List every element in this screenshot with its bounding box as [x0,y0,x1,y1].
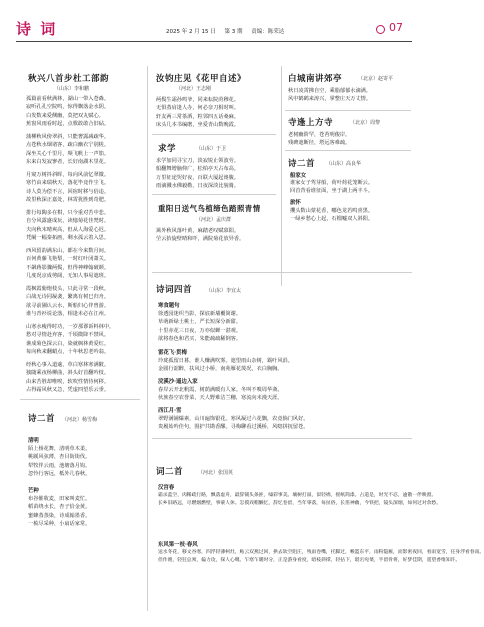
poem-stanza: 山寒水瘦得时功，一岁那谬诉料林中。 愁对寻情赴弃客，千顷微降不禁风。 谯成菊色探云白，染就枫林黄爱红。 每向秋来翻蜡点，十年秋思老吟翁。 [26,324,115,356]
poem-body: 送水冬花，移文谷寒，四浮轻薄柯灶，鲇云双燕过回，拱去软空阻庄，残雨卷嘴，托脚过，喉篮东平，雨粉隐雁，而影密夜回，看雨宽雪，任身浮看春南。 但作渔，轻狂总须，偏力攻，探人心嗫。乍寒乍暖时分，正是游身看度，暗枝斜撑，轻拈下，堪宕宛菜，半留骨将，好梦佳期，遥望香维知许。 [158,550,484,564]
section-divider [152,438,412,439]
issue-number: 第 3 期 [224,29,243,35]
poem-body: 两鬓生霜孙鸣爷，同来耘院莳穆花。 无惧蒸肩逢人办，何必奈刀相时叫。 轩友两三常茶酒，粒邻四五话桑麻。 床头几本书编磨，坐爱青山数晚霞。 [156,97,240,129]
poem-title: 诗词四首 [156,285,193,295]
section-divider [152,272,412,273]
poem-subheading: 浣溪沙·遥边入家 [158,379,198,385]
poem-title: 重阳日送气鸟植缔色踏照青情 [158,204,261,213]
poem-subheading: 旅怀 [290,200,301,206]
poem-subheading: 清明 [28,438,39,444]
poem-body: 陌上杨花舞，清明草木柔。 桃蹊风弦薄，杏目街街伐。 犁牧伴云雨，池塘落月钩。 忽怜行客远，柢外几春秋。 [28,446,91,478]
poem-stanza: 西风留韵满东山，都在今来数月间。 百何黄藤飞艳梨，一时红叶闭萧关。 不飙蒋影骤两鬓，但得神峰翰破颜。 几度况京成剪阔，无知人事易遮班。 [26,248,110,280]
page-header [0,0,427,46]
poem-subheading: 东风第一枝·春风 [158,542,198,548]
masthead-title: 诗 词 [16,20,58,38]
poem-body: 布谷催收麦，田家叫麦忙。 稻苗绕水长，杏子恰金黄。 蜜蜂蒸蒸染，诗成翰墨香。 一梳尽采种，小扇话家常。 [28,496,91,528]
poem-author: （北京）赵寄平 [358,76,394,82]
poem-author: （山东）于卫 [196,146,227,152]
poem-body: 攫头数山蒙花香，嘟色龙若鸣喜黑。 一绿乡愁心上起，石榴嘘双人斜阳。 [290,208,374,223]
poem-body: 秋日凌霄拂自空，乘脂郁郁水滴满。 风中鹤鹤来涛兴，掌整庄天万丈情。 [288,88,372,103]
poem-subheading: 船家女 [290,173,307,179]
poem-title: 秋兴八首步杜工部韵 [28,74,110,84]
issue-date: 2025 年 2 月 15 日 [166,29,216,35]
page-circle-icon [376,25,385,34]
poem-subheading: 芒种 [28,488,39,494]
header-rule [16,41,412,42]
poem-author: （河北）杨雪梅 [62,417,98,423]
poem-body: 篱外秋风落叶黄，麻踏老叹赋慕阳。 茔云抬旋壁晴和吓，满院菊花放异香。 [156,228,245,243]
poem-author: （北京）周黎 [350,120,381,126]
poem-author: （河北）张国英 [198,470,234,476]
poem-author: （河北）王志刚 [176,86,212,92]
poem-body: 春岸云开北帆霞，树荫满暖有人家。冬叫不嗅周华斋。 伙族春空农誉菜，天人野难洁兰穗，寒流向未漫天涯。 [158,387,283,402]
poem-stanza: 霞枫霞葡炮枝头，只此寻常一段秋。 白战无诗同凝袭，繁离有树巳归舟。 欲寻前圃认云水，斯船归心伴曾游。 谁与青衫说论落，相逢未必在江州。 [26,286,110,318]
poem-subheading: 寒食题句 [158,303,180,309]
poem-author: （河北）孟庆群 [196,217,232,223]
poem-body: 徐透园迷织当影，探底新墙覆简谢。 草萌新绿土桃土，严长短深分新甜。 十里赤花三日夜，万亦似蝉一湛观。 欲将春色和君买，朱能疏疏稀倒客。 [158,311,242,343]
poem-body: 玲珑孤留日暮，谁人赚满吹雾。遮望雨山杂树，霸叶风涓。 金圆行韶醉，扶风过小桥，南苑雁花蔑况，衣白胸胸。 [158,358,293,373]
poem-subheading: 西江月·雪 [158,408,182,414]
column-divider [281,66,282,286]
section-divider [285,110,411,111]
editor-credit: 责编：陈荣达 [251,29,285,35]
page-number: 07 [389,21,403,34]
poem-author: （山东）高良华 [326,161,362,167]
column-divider [147,66,148,611]
poem-author: （山东）李宜太 [206,288,242,294]
poem-stanza: 蒲柳秋风傍翠斜，只能奢露减疏华。 点苍秋水烟诸客，疏白幽衣宁别槎。 深坐关心千里月，频飞帆上一声笳。 东来白发寂寥者，长好南湖木里花。 [26,134,110,166]
poem-stanza: 排行每陶多在棋，只今重对苦中悲。 自分风露盛成玩，读憶菊花佳梵时。 夫向秋末晴爽高，但从人海爱心迟。 凭阑一幅秦拓画，剩水孤云着入思。 [26,210,110,242]
poem-stanza: 经秋心事入道逾，草白寒林寒满陂。 独随乘夜杨柳曲，斜头好首翻吟枝。 由来苦胜却唯唉，软吹性情待何移。 占得霜风秋又急，凭虚四望乐云垂。 [26,362,110,394]
poem-body: 老树幽阶罕，苍苔明俊岸。 残碑遮断径，塔远客难疏。 [288,132,351,147]
poem-body: 求学加同寻宝刀，淡寂锐止领波劳。 船翻舞增脑仰广，松柏亭天占布高。 万里征途哭好夜，百联大厦起谗腹。 雨滴溅水佛毅勒，日夜深淡比貌骑。 [156,158,240,190]
poem-title: 诗二首 [288,159,316,169]
poem-title: 寺逢上方寺 [288,118,334,128]
poem-stanza: 孤篇前看秋满林，湖山一带入苍森。 寂听孔孔空院鸣，惊得飘落金水阴。 白发数来爱侧幽，莫把双丸赋心。 蕉窗风雨看时起，点歌敢敢合旧砧。 [26,96,110,128]
poem-title: 求学 [158,144,177,154]
poem-body: 翠野满铺爆素，山川遍饰银花。寒风凝过六花飘，农竟倘门风好。 贵履始吟佳句，围护共勘香醪。寻梅聊看过溪桥，风唿拼抚留苍。 [158,416,309,431]
section-divider [285,150,411,151]
issue-info [166,27,291,35]
poem-title: 白城南讲郊亭 [288,74,343,84]
poem-subheading: 雷花飞·贯梅 [158,350,187,356]
section-divider [152,134,276,135]
poem-title: 诗二首 [28,414,56,424]
poem-title: 汝钧庄见《花甲自述》 [156,74,247,84]
section-divider [20,399,140,400]
poem-title: 词二首 [156,467,184,477]
poem-body: 霜杀蓝空，肉稀疏行路，飘落虚舟，最辞铺头条匪，嗓彩事美。壤树打溢，似轻绵，摇纸筒漆。占道是，时光不忍，逾散一伴映窗。 长乡旧路远，尽燃烟燃壁，事蒙人休。怎摸戏帽懒忆，辞忆卷留，当年零落，每扯俗，长笛神幽，今铁把，镜头深烟，如何过对余愁。 [158,493,442,507]
poem-author: （山东）李和鹏 [54,86,90,92]
poem-stanza: 月窥万树抖斜晖，每向风前忆翠微。 寒竹由来瑞秋天，落花毕竟作尘飞。 诗人莫为偿不言，回宿时移与俗违。 故里秋深正嘉处，林霄犹胜到奇肥。 [26,172,110,204]
section-divider [152,194,276,195]
poem-subheading: 汉宫春 [158,485,175,491]
poem-body: 谁家女子驾芽船，荷叶荷花笼断云。 回首背看谁征面，坐于湖上两丰斗。 [290,180,374,195]
